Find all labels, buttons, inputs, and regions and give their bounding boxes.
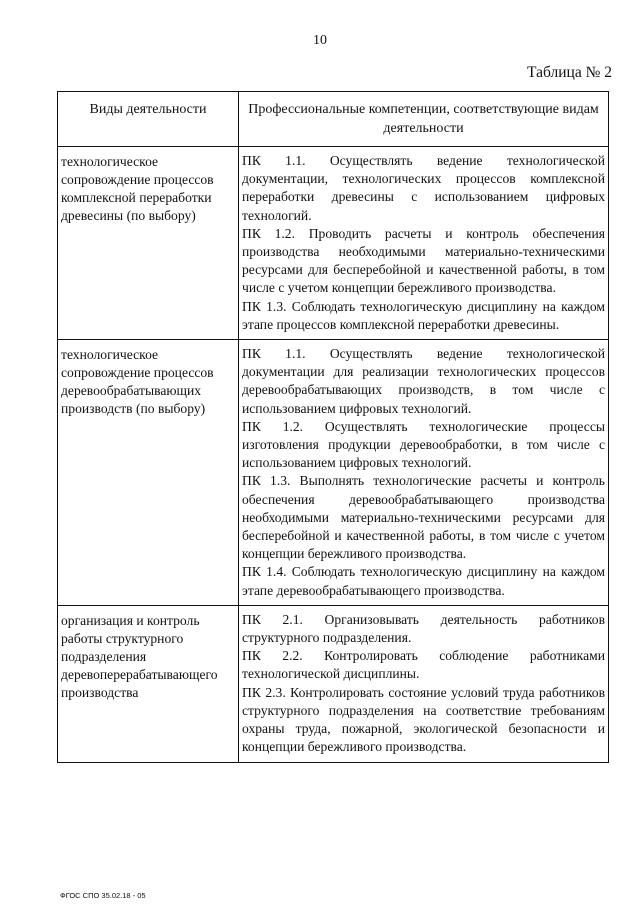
competencies-cell: [239, 147, 609, 340]
footer-document-code: ФГОС СПО 35.02.18 - 05: [60, 891, 146, 900]
competencies-table: [57, 91, 609, 763]
competencies-cell: [239, 605, 609, 762]
competency-item: ПК 1.3. Выполнять технологические расчеты и контроль обеспечения деревообрабатывающего производства необходимыми материально-техническими ресурсами для бесперебойной и качественной работы, в том числе с учетом концепции бережливого производства.: [242, 473, 605, 562]
activity-text: технологическое сопровождение процессов деревообрабатывающих производств (по выбору): [61, 347, 214, 417]
table-row: [58, 605, 609, 762]
competency-item: ПК 1.2. Проводить расчеты и контроль обеспечения производства необходимыми материально-техническими ресурсами для бесперебойной и качественной работы, в том числе с учетом концепции бережливого производства.: [242, 225, 605, 296]
header-cell-activity: [58, 92, 239, 147]
competencies-cell: [239, 340, 609, 606]
header-cell-competencies: [239, 92, 609, 147]
activity-text: организация и контроль работы структурного подразделения деревоперерабатывающего производства: [61, 612, 218, 700]
table-header-row: [58, 92, 609, 147]
competency-item: ПК 2.3. Контролировать состояние условий труда работников структурного подразделения на соответствие требованиям охраны труда, пожарной, экологической безопасности и концепции бережливого производства.: [242, 684, 605, 755]
activity-cell: [58, 340, 239, 606]
table-caption: Таблица № 2: [527, 64, 612, 81]
competency-item: ПК 1.4. Соблюдать технологическую дисциплину на каждом этапе деревообрабатывающего производства.: [242, 564, 605, 598]
activity-cell: [58, 147, 239, 340]
header-activity-label: Виды деятельности: [89, 102, 207, 117]
competency-item: ПК 2.1. Организовывать деятельность работников структурного подразделения.: [242, 611, 605, 646]
competency-item: ПК 2.2. Контролировать соблюдение работниками технологической дисциплины.: [242, 648, 605, 682]
competency-item: ПК 1.1. Осуществлять ведение технологической документации, технологических процессов комплексной переработки древесины с использованием цифровых технологий.: [242, 153, 605, 223]
competency-item: ПК 1.1. Осуществлять ведение технологической документации для реализации технологических процессов деревообрабатывающих производств, в том числе с использованием цифровых технологий.: [242, 346, 605, 416]
table-row: [58, 147, 609, 340]
activity-text: технологическое сопровождение процессов комплексной переработки древесины (по выбору): [61, 154, 214, 223]
activity-cell: [58, 605, 239, 762]
competency-item: ПК 1.3. Соблюдать технологическую дисциплину на каждом этапе процессов комплексной переработки древесины.: [242, 298, 605, 332]
competency-item: ПК 1.2. Осуществлять технологические процессы изготовления продукции деревообработки, в том числе с использованием цифровых технологий.: [242, 418, 605, 471]
page-number: 10: [313, 33, 327, 48]
table-row: [58, 340, 609, 606]
header-competencies-label: Профессиональные компетенции, соответствующие видам деятельности: [248, 102, 599, 136]
